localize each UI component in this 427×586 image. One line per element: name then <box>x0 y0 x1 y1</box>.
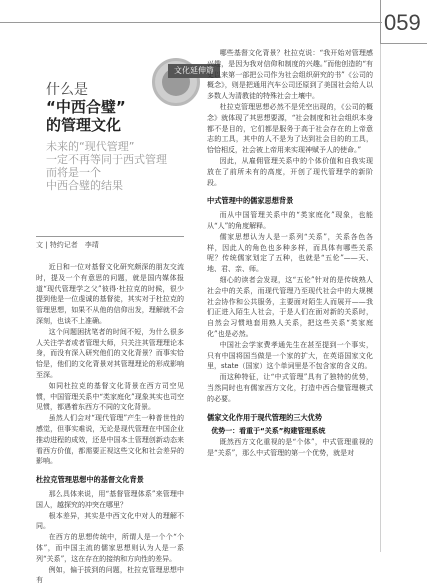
paragraph: 既然西方文化重视的是“个体”，中式管理重视的是“关系”，那么中式管理的第一个优势，就是对 <box>207 438 373 457</box>
paragraph: 细心的读者会发现，这“五伦”针对的是传统熟人社会中的关系，而现代管理乃至现代社会中的大规模社会协作和公共服务，主要面对陌生人而展开——我们正进入陌生人社会，于是人们在面对新的关系时，自然会习惯地套用熟人关系，把这些关系“类家庭化”也是必然。 <box>207 275 373 338</box>
paragraph: 而这种特征，让“中式管理”具有了独特的优势，当然同时也有儒家西方文化，打造中西合璧管理模式的必要。 <box>207 373 373 403</box>
paragraph: 因此，从雇佣管理关系中的个体价值和自我实现放在了前所未有的高度，开创了现代管理学的新阶段。 <box>207 156 373 187</box>
section-heading: 儒家文化作用于现代管理的三大优势 <box>207 412 323 422</box>
paragraph: 哪些基督文化背景？杜拉克说：“我开始对管理感兴趣，是因为我对信仰和制度的兴趣。”而他创造的“有史以来第一部把公司作为社会组织研究的书”《公司的概念》，则是把通用汽车公司还原到了美国社会给人以多数人为清教徒的特殊社会土壤中。 <box>207 49 373 101</box>
subtitle-line: 而将是一个 <box>46 166 101 179</box>
paragraph: 而从中国管理关系中的“类家庭化”现象，也能从“人”的角度解释。 <box>207 211 373 230</box>
page-number: 059 <box>384 10 421 35</box>
paragraph: 儒家思想认为人是一系列“关系”，关系各色各样，因此人的角色也多种多样，而具体有哪些关系呢？传统儒家划定了五种，也就是“五伦”——天、地、君、亲、师。 <box>207 232 373 274</box>
paragraph: 杜拉克管理思想必然不是凭空出现的，《公司的概念》就体现了其思想要源，“社会制度和社会组织本身都不是目的，它们都是服务于高于社会存在的上帝意志的工具，其中的人不是为了达到社会目的的工具，恰恰相反，社会被上帝用来实现神赋予人的使命。” <box>207 102 373 155</box>
section-badge-label: 文化延伸篇 <box>168 64 220 78</box>
paragraph: 近日和一位对基督文化研究颇深的朋友交流时，提及一个有意思的问题，就是国内媒体报道“现代管理学之父”彼得·杜拉克的时候，很少提到他是一位虔诚的基督徒，其实对于杜拉克的管理思想，如果不从他的信仰出发，理解就不会深刻，也谈不上准确。 <box>36 263 184 325</box>
subtitle-line: 一定不再等同于西式管理 <box>46 153 167 166</box>
section-heading: 中式管理中的儒家思想背景 <box>207 196 294 206</box>
paragraph: 那么具体来说，用“基督管理体系”来管理中国人，越探究的冲突在哪里？ <box>36 489 184 509</box>
paragraph: 中国社会学家费孝通先生在甚至提到一个事实，只有中国将国当做是一个家的扩大，在英语国家文化里，state（国家）这个单词里是不包含家的含义的。 <box>207 340 373 371</box>
sub-heading: 优势一：看重于“关系”构建管理系统 <box>211 427 326 436</box>
left-column <box>36 262 184 586</box>
side-rule <box>380 44 381 552</box>
section-heading: 杜拉克管理思想中的基督文化背景 <box>36 475 144 485</box>
paragraph: 虽然人们会对“现代管理”产生一种普世性的感觉，但事实难说，无论是现代管理在中国企业推动进程的成效，还是中国本土管理创新动态来看西方价值，都需要正视这些文化和社会差异的影响。 <box>36 414 184 466</box>
paragraph: 如同杜拉克的基督文化背景在西方司空见惯，中国管理关系中“类家庭化”现象其实也司空见惯，都遇着东西方不同的文化背景。 <box>36 381 184 412</box>
paragraph: 这个问题困扰笔者的时间不短，为什么很多人关注学者或者管理大师，只关注其管理理论本身，而没有深入研究他们的文化背景？而事实恰恰是，他们的文化背景对其管理理论的形成影响至深。 <box>36 327 184 379</box>
paragraph: 在西方的思想传统中，所谓人是一个个“个体”，而中国主流的儒家思想则认为人是一系列“关系”，这在存在的接纳和方向性的差异。 <box>36 533 184 563</box>
right-column <box>207 48 373 459</box>
title-line-3: 的管理文化 <box>46 116 122 134</box>
header-rule <box>0 22 382 23</box>
article-subtitle <box>46 140 176 192</box>
subtitle-line: 中西合璧的结果 <box>46 179 123 192</box>
paragraph: 根本差异，其实是中西文化中对人的理解不同。 <box>36 511 184 531</box>
byline-rule <box>36 236 184 237</box>
title-line-1: 什么是 <box>46 82 88 98</box>
article-title-block <box>46 82 176 192</box>
paragraph: 例如，偏于拔到的问题，杜拉克管理思想中有 <box>36 565 184 585</box>
byline: 文 | 特约记者 李靖 <box>36 241 99 249</box>
title-line-2: “中西合璧” <box>46 98 126 116</box>
subtitle-line: 未来的“现代管理” <box>46 140 135 153</box>
